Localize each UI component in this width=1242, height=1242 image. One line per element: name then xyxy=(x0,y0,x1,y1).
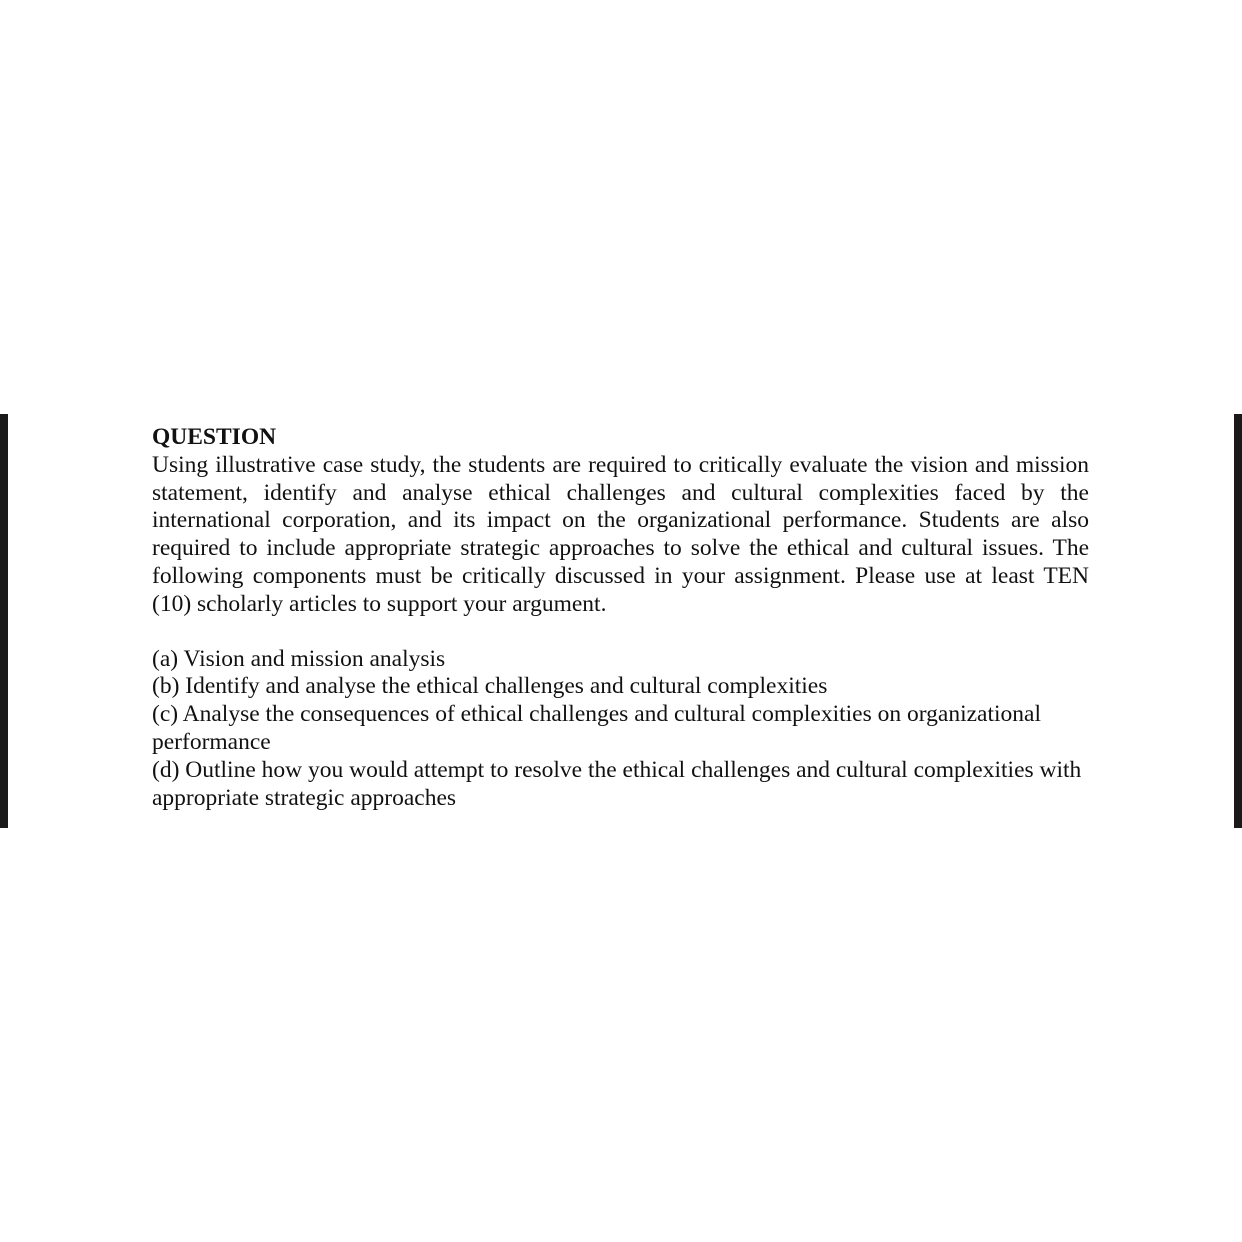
question-heading: QUESTION xyxy=(152,424,277,450)
question-part-a: (a) Vision and mission analysis xyxy=(152,645,446,672)
question-body: Using illustrative case study, the students are required to critically evaluate the vision and mission statement, identify and analyse ethical challenges and cultural complexities faced by the international corporation, and its impact on the organizational performance. Students are also required to include appropriate strategic approaches to solve the ethical and cultural issues. The following components must be critically discussed in your assignment. Please use at least TEN (10) scholarly articles to support your argument. xyxy=(152,451,1089,617)
left-edge-bar xyxy=(0,414,8,828)
question-document xyxy=(152,424,1089,812)
question-part-b: (b) Identify and analyse the ethical challenges and cultural complexities xyxy=(152,673,828,700)
right-edge-bar xyxy=(1234,414,1242,828)
question-parts-list xyxy=(152,646,1089,813)
question-part-d: (d) Outline how you would attempt to resolve the ethical challenges and cultural complexities with appropriate strategic approaches xyxy=(152,756,1082,811)
question-part-c: (c) Analyse the consequences of ethical challenges and cultural complexities on organizational performance xyxy=(152,701,1041,755)
